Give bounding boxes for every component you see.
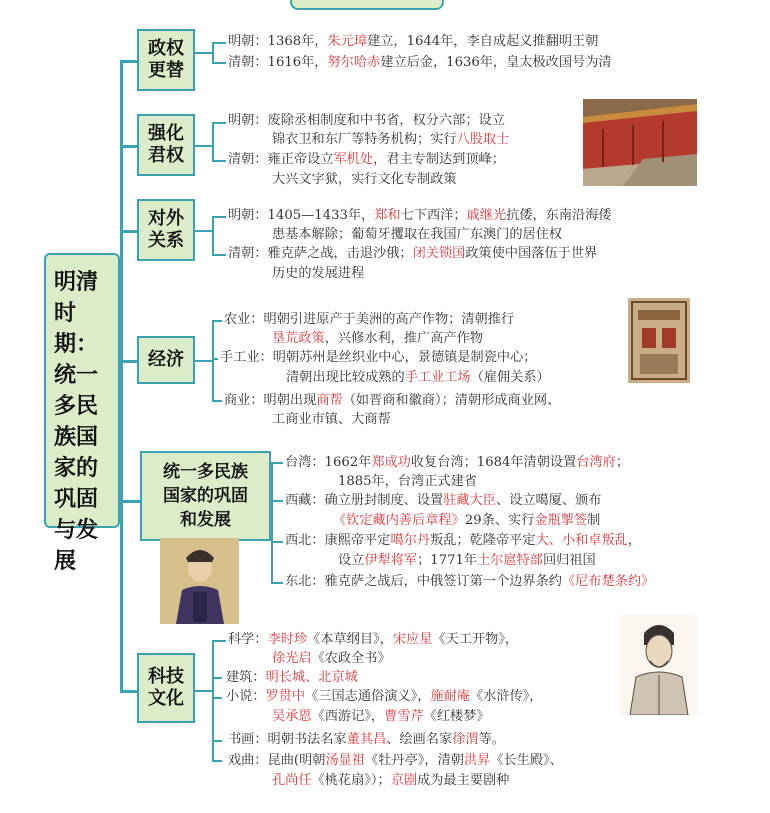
top-decoration (290, 0, 444, 10)
text-line: 书画：明朝书法名家董其昌、绘画名家徐渭等。 (228, 732, 505, 747)
text-line: 孔尚任《桃花扇》）；京剧成为最主要剧种 (272, 773, 510, 788)
sub-line (212, 254, 226, 256)
text-line: 明朝：废除丞相制度和中书省，权分六部；设立 (228, 113, 505, 128)
category-imperial-power: 强化 君权 (137, 114, 195, 176)
portrait-painting (160, 538, 239, 624)
category-unification: 统一多民族 国家的巩固 和发展 (140, 451, 271, 541)
sub-line (271, 462, 273, 584)
sub-line (271, 462, 283, 464)
text-line: 设立伊犁将军；1771年土尔扈特部回归祖国 (338, 553, 596, 568)
category-regime-change: 政权 更替 (137, 29, 195, 91)
text-line: 吴承恩《西游记》，曹雪芹《红楼梦》 (272, 709, 490, 724)
text-line: 《钦定藏内善后章程》29条、实行金瓶掣签制 (333, 513, 601, 528)
branch-line (120, 60, 138, 63)
text-line: 台湾：1662年郑成功收复台湾；1684年清朝设置台湾府； (285, 455, 630, 470)
sub-line (212, 216, 226, 218)
text-line: 锦衣卫和东厂等特务机构；实行八股取士 (272, 132, 510, 147)
text-line: 工商业市镇、大商帮 (272, 412, 391, 427)
sub-line (271, 500, 283, 502)
text-line: 建筑：明长城、北京城 (226, 670, 358, 685)
root-title: 明清时期：统一多民族国家的巩固与发展 (54, 270, 99, 574)
sub-line (212, 122, 226, 124)
sub-line (212, 760, 222, 762)
sub-line (212, 160, 226, 162)
sub-line (212, 677, 222, 679)
sub-line (212, 400, 222, 402)
sub-line (195, 690, 212, 692)
text-line: 垦荒政策，兴修水利，推广高产作物 (272, 331, 483, 346)
text-line: 1885年，台湾正式建省 (338, 474, 478, 489)
text-line: 清朝：1616年，努尔哈赤建立后金，1636年，皇太极改国号为清 (228, 55, 612, 70)
text-line: 西藏：确立册封制度、设置驻藏大臣、设立噶厦、颁布 (285, 493, 602, 508)
branch-line (120, 230, 138, 233)
sub-line (195, 145, 212, 147)
sub-line (212, 62, 226, 64)
text-line: 清朝：雅克萨之战，击退沙俄；闭关锁国政策使中国落伍于世界 (228, 246, 598, 261)
sub-line (195, 360, 212, 362)
text-line: 徐光启《农政全书》 (272, 651, 391, 666)
text-line: 手工业：明朝苏州是丝织业中心，景德镇是制瓷中心； (220, 350, 537, 365)
sub-line (212, 320, 222, 322)
sub-line (212, 320, 214, 402)
category-economy: 经济 (137, 336, 195, 384)
branch-line (120, 500, 142, 503)
branch-line (120, 360, 138, 363)
sub-line (212, 740, 222, 742)
sub-line (212, 640, 226, 642)
sub-line (212, 42, 226, 44)
text-line: 戏曲：昆曲(明朝汤显祖《牡丹亭》，清朝洪昇《长生殿》、 (228, 753, 563, 768)
text-line: 明朝：1405—1433年，郑和七下西洋；戚继光抗倭，东南沿海倭 (228, 208, 612, 223)
sub-line (212, 42, 214, 64)
scholar-sketch (620, 615, 698, 715)
text-line: 商业：明朝出现商帮（如晋商和徽商）；清朝形成商业网、 (224, 393, 561, 408)
sub-line (212, 697, 222, 699)
text-line: 大兴文字狱，实行文化专制政策 (272, 172, 457, 187)
text-line: 东北：雅克萨之战后，中俄签订第一个边界条约《尼布楚条约》 (285, 574, 655, 589)
text-line: 清朝：雍正帝设立军机处，君主专制达到顶峰； (228, 152, 505, 167)
root-topic-box (44, 253, 120, 574)
branch-line (120, 690, 138, 693)
sub-line (212, 216, 214, 256)
text-line: 小说：罗贯中《三国志通俗演义》，施耐庵《水浒传》， (226, 689, 543, 704)
text-line: 患基本解除；葡萄牙攫取在我国广东澳门的居住权 (272, 227, 563, 242)
sub-line (271, 582, 283, 584)
text-line: 清朝出现比较成熟的手工业工场（雇佣关系） (286, 370, 550, 385)
sub-line (195, 52, 212, 54)
text-line: 西北：康熙帝平定噶尔丹叛乱；乾隆帝平定大、小和卓叛乱， (285, 533, 642, 548)
sub-line (212, 358, 218, 360)
sub-line (271, 541, 283, 543)
category-science-culture: 科技 文化 (137, 653, 195, 723)
sub-line (195, 230, 212, 232)
sub-line (212, 640, 214, 762)
text-line: 农业：明朝引进原产于美洲的高产作物；清朝推行 (224, 312, 515, 327)
ming-banknote (628, 298, 690, 383)
text-line: 明朝：1368年，朱元璋建立，1644年，李自成起义推翻明王朝 (228, 34, 599, 49)
branch-line (120, 145, 138, 148)
text-line: 科学：李时珍《本草纲目》，宋应星《天工开物》， (228, 632, 519, 647)
palace-photo (583, 99, 697, 186)
text-line: 历史的发展进程 (272, 266, 365, 281)
category-foreign-relations: 对外 关系 (137, 199, 195, 261)
main-trunk-line (120, 60, 123, 690)
sub-line (212, 122, 214, 162)
